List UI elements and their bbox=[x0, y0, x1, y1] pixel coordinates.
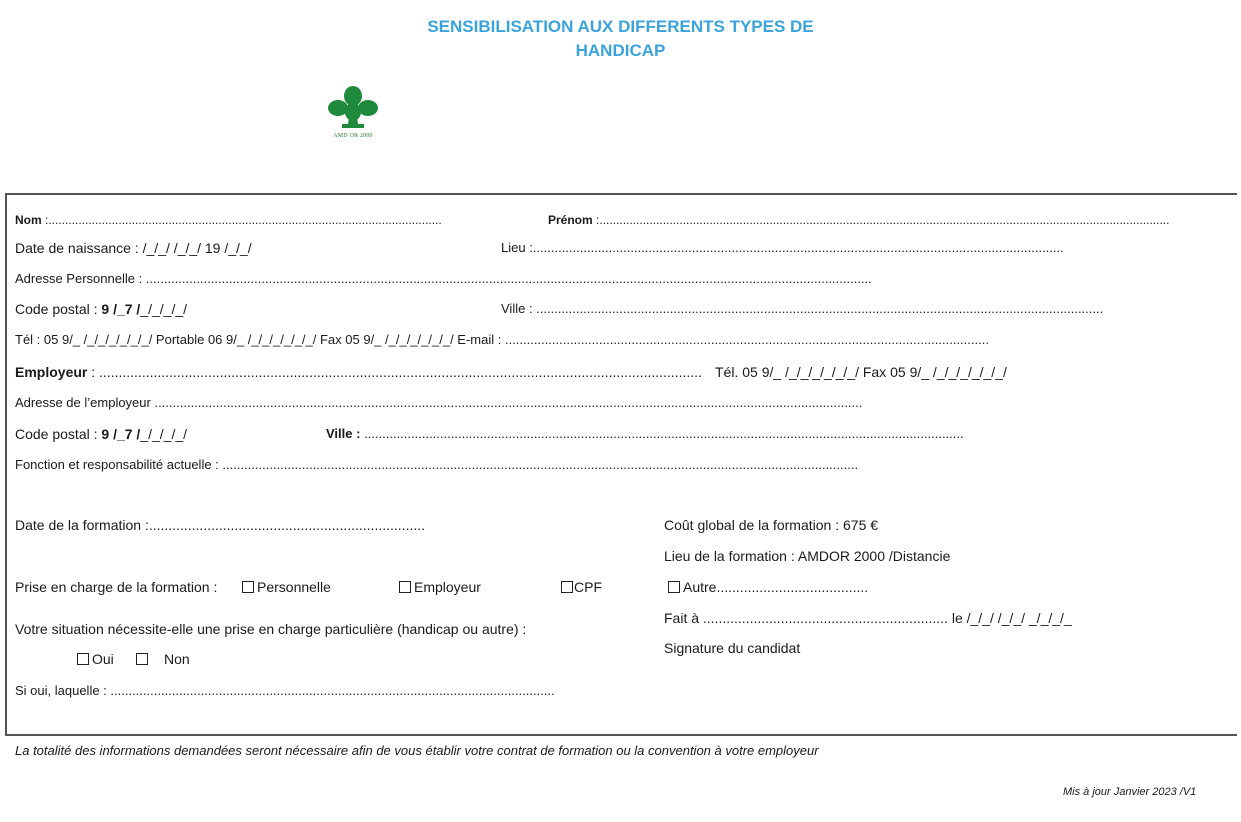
adresse-employeur-field[interactable]: Adresse de l’employeur .................................................................................................................................................................................................... bbox=[15, 395, 863, 410]
lieu-field[interactable]: Lieu :................................................................................................................................................... bbox=[501, 240, 1064, 255]
prenom-label: Prénom bbox=[548, 213, 593, 227]
option-employeur-label: Employeur bbox=[414, 579, 481, 595]
ville-employeur-field[interactable] bbox=[326, 425, 964, 443]
si-oui-field[interactable]: Si oui, laquelle : ........................................................................................................................... bbox=[15, 683, 555, 698]
nom-label: Nom bbox=[15, 213, 42, 227]
logo-caption: AMD OR 2000 bbox=[333, 133, 373, 139]
option-cpf[interactable] bbox=[561, 578, 602, 596]
code-postal-field[interactable] bbox=[15, 300, 187, 318]
employeur-dots: : ........................................................................................................................................................... bbox=[87, 364, 702, 380]
option-non[interactable] bbox=[136, 650, 190, 668]
nom-dots: :...................................................................................................................... bbox=[41, 213, 442, 227]
clover-logo-icon bbox=[320, 84, 386, 134]
prenom-dots: :........................................................................................................................................................................... bbox=[592, 213, 1170, 227]
code-postal-label: Code postal : bbox=[15, 301, 102, 317]
checkbox-cpf[interactable] bbox=[561, 581, 573, 593]
fonction-field[interactable]: Fonction et responsabilité actuelle : ................................................................................................................................................................................ bbox=[15, 457, 859, 472]
option-oui[interactable] bbox=[77, 650, 114, 668]
checkbox-employeur[interactable] bbox=[399, 581, 411, 593]
employeur-label: Employeur bbox=[15, 364, 88, 380]
checkbox-oui[interactable] bbox=[77, 653, 89, 665]
ville-employeur-label: Ville : bbox=[326, 426, 365, 441]
checkbox-non[interactable] bbox=[136, 653, 148, 665]
option-employeur[interactable] bbox=[399, 578, 481, 596]
footer-note: La totalité des informations demandées seront nécessaire afin de vous établir votre contrat de formation ou la convention à votre employeur bbox=[15, 743, 819, 758]
fait-a-field[interactable]: Fait à ............................................................... le /_/_/ /_/_/ _/_/_/_ bbox=[664, 610, 1072, 626]
employeur-field[interactable] bbox=[15, 363, 702, 381]
option-personnelle[interactable] bbox=[242, 578, 331, 596]
ville-field[interactable]: Ville : ............................................................................................................................................................. bbox=[501, 301, 1104, 316]
document-title-line1: SENSIBILISATION AUX DIFFERENTS TYPES DE bbox=[427, 17, 814, 36]
option-personnelle-label: Personnelle bbox=[257, 579, 331, 595]
option-non-label: Non bbox=[164, 651, 190, 667]
code-postal-employeur-field[interactable] bbox=[15, 425, 187, 443]
code-postal-employeur-slots: _/_/_/_/ bbox=[140, 426, 188, 442]
situation-question: Votre situation nécessite-elle une prise en charge particulière (handicap ou autre) : bbox=[15, 621, 527, 637]
signature-label: Signature du candidat bbox=[664, 640, 801, 656]
adresse-personnelle-field[interactable]: Adresse Personnelle : ......................................................................................................................................................................................................... bbox=[15, 271, 872, 286]
ville-employeur-dots: ...................................................................................................................................................................... bbox=[364, 426, 964, 441]
date-naissance-field[interactable]: Date de naissance : /_/_/ /_/_/ 19 /_/_/ bbox=[15, 240, 252, 256]
amdor-logo bbox=[320, 84, 386, 146]
date-formation-field[interactable]: Date de la formation :....................................................................... bbox=[15, 517, 426, 533]
option-cpf-label: CPF bbox=[574, 579, 602, 595]
nom-field[interactable] bbox=[15, 211, 442, 229]
document-title-line2: HANDICAP bbox=[575, 41, 666, 60]
code-postal-employeur-label: Code postal : bbox=[15, 426, 102, 442]
checkbox-personnelle[interactable] bbox=[242, 581, 254, 593]
option-autre-label: Autre....................................... bbox=[683, 579, 869, 595]
code-postal-employeur-prefix: 9 /_7 / bbox=[101, 426, 141, 442]
employeur-tel-fax[interactable]: Tél. 05 9/_ /_/_/_/_/_/_/ Fax 05 9/_ /_/_/_/_/_/_/ bbox=[715, 364, 1007, 380]
option-oui-label: Oui bbox=[92, 651, 114, 667]
checkbox-autre[interactable] bbox=[668, 581, 680, 593]
lieu-formation: Lieu de la formation : AMDOR 2000 /Distancie bbox=[664, 548, 951, 564]
code-postal-slots: _/_/_/_/ bbox=[140, 301, 188, 317]
prise-en-charge-label: Prise en charge de la formation : bbox=[15, 579, 218, 595]
cout-global: Coût global de la formation : 675 € bbox=[664, 517, 879, 533]
option-autre[interactable] bbox=[668, 578, 868, 596]
prenom-field[interactable] bbox=[548, 211, 1169, 229]
telephone-row[interactable]: Tél : 05 9/_ /_/_/_/_/_/_/ Portable 06 9/_ /_/_/_/_/_/_/ Fax 05 9/_ /_/_/_/_/_/_/ E-mail : ...................................................................................................................................... bbox=[15, 332, 989, 347]
code-postal-prefix: 9 /_7 / bbox=[101, 301, 141, 317]
version-label: Mis à jour Janvier 2023 /V1 bbox=[1063, 786, 1197, 798]
